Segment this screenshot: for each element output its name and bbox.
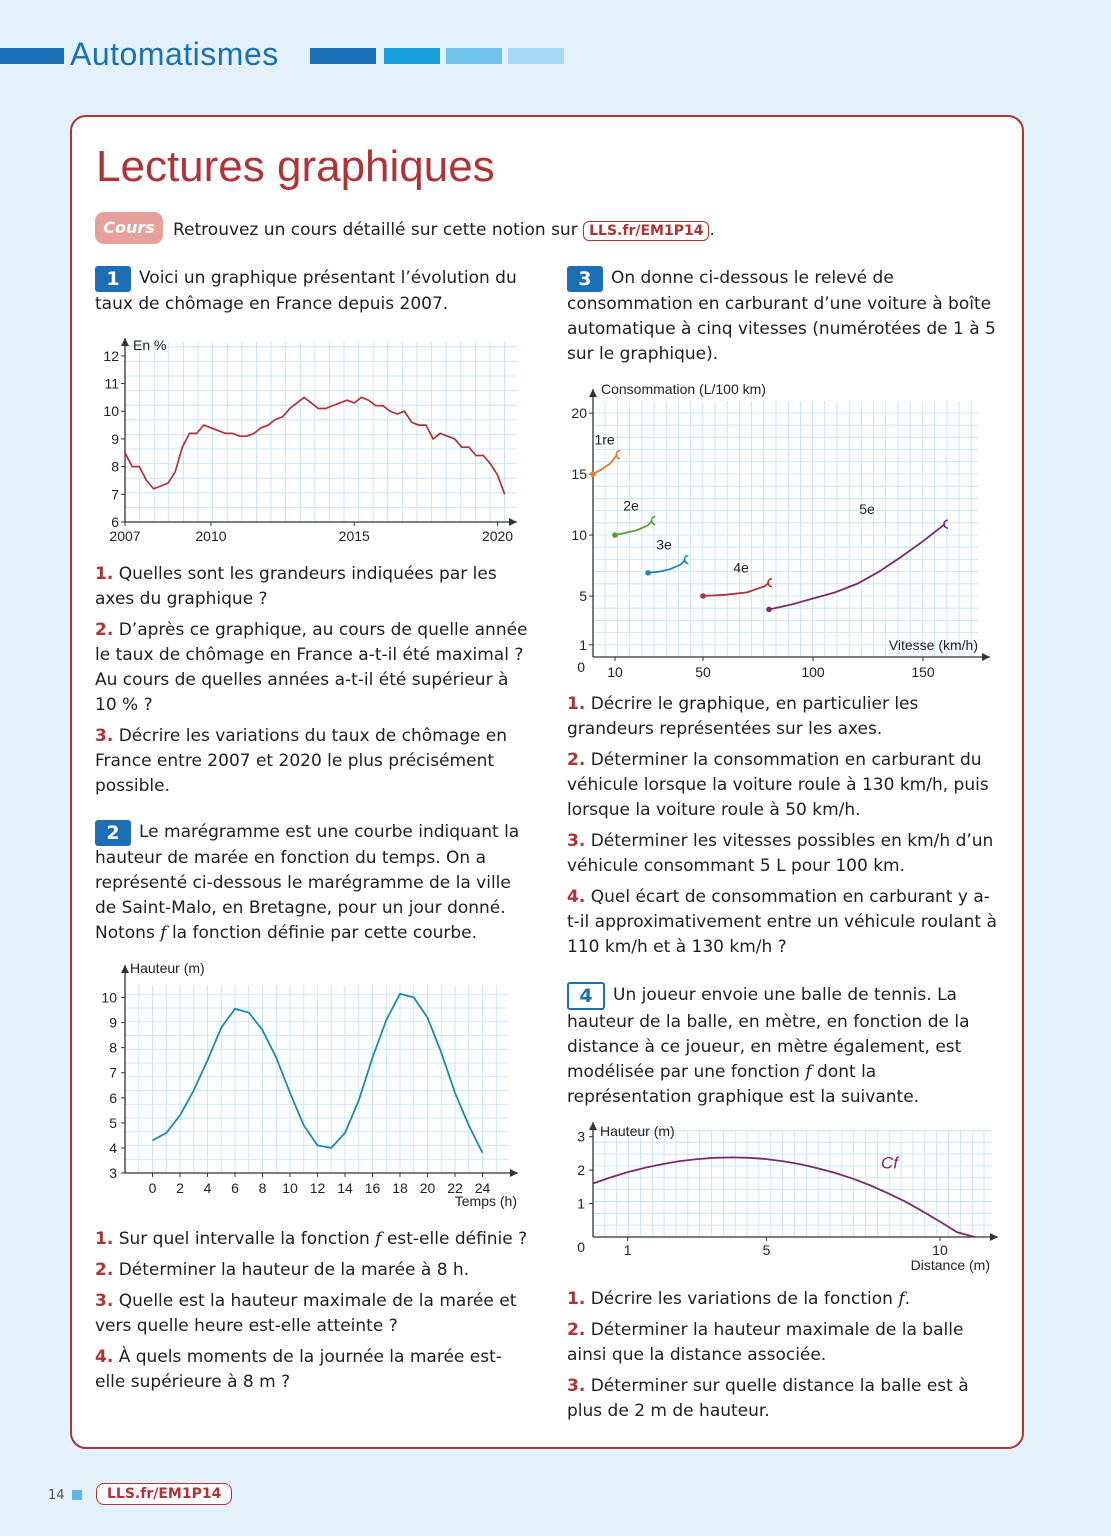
x-tick-label: 6 [231,1180,239,1196]
chart-consommation [560,375,1000,685]
footer-link[interactable]: LLS.fr/EM1P14 [96,1483,232,1505]
chart-tennis [560,1118,1000,1280]
x-tick-label: 18 [392,1180,408,1196]
exercise-3-number: 3 [567,266,603,292]
series-line-5e [769,524,945,609]
exercise-4-text-a: Un joueur envoie une balle de tennis. La hauteur de la balle, en mètre, en fonction de la distance à ce joueur, en mètre également, est modélisée par une fonction [567,985,970,1082]
question-number: 2. [95,1260,114,1280]
question-text: D’après ce graphique, au cours de quelle année le taux de chômage en France a-t-il été maximal ? Au cours de quelles années a-t-il été supérieur à 10 % ? [95,620,528,715]
question-number: 2. [95,620,114,640]
x-tick-label: 4 [203,1180,212,1196]
question-2-4 [95,1345,530,1395]
question-text: Quelles sont les grandeurs indiquées par les axes du graphique ? [95,564,497,609]
function-symbol: f [160,923,167,943]
y-tick-label: 2 [577,1162,585,1179]
y-tick-label: 4 [109,1139,117,1156]
header-bar-left [0,48,64,64]
x-axis-arrow [509,518,517,526]
exercise-4-intro [567,982,987,1110]
function-symbol: f [805,1062,812,1082]
x-tick-label: 24 [474,1180,491,1196]
y-axis-label: Hauteur (m) [600,1123,675,1139]
exercise-1-number: 1 [95,266,131,292]
function-symbol: f [375,1229,382,1249]
exercise-1-intro [95,266,530,317]
exercise-2-intro [95,820,525,946]
question-1-2 [95,618,530,718]
x-tick-label: 0 [148,1180,157,1196]
exercise-4-text-b: dont la représentation graphique est la suivante. [567,1062,920,1107]
question-text: Quelle est la hauteur maximale de la marée et vers quelle heure est-elle atteinte ? [95,1291,517,1336]
header-bar-1 [310,48,376,64]
y-tick-label: 6 [109,1089,117,1106]
series-label-5e: 5e [859,501,875,518]
origin-label: 0 [577,659,585,675]
question-number: 2. [567,750,586,770]
y-tick-label: 8 [109,1039,117,1056]
x-axis-label: Vitesse (km/h) [888,637,978,653]
series-label-1re: 1re [594,431,615,448]
y-tick-label: 3 [577,1128,585,1145]
y-tick-label: 3 [109,1165,117,1181]
question-3-1 [567,692,997,742]
x-tick-label: 150 [911,664,935,680]
y-axis-arrow [589,389,597,397]
question-2-1 [95,1227,530,1252]
question-number: 1. [95,1229,114,1249]
x-tick-label: 16 [364,1180,381,1196]
y-tick-label: 10 [103,403,119,420]
question-4-1 [567,1287,997,1312]
exercise-4-number: 4 [567,982,605,1010]
x-axis-arrow [982,653,990,661]
question-text: Sur quel intervalle la fonction [118,1229,370,1249]
question-text: Quel écart de consommation en carburant y a-t-il approximativement entre un véhicule roulant à 110 km/h et à 130 km/h ? [567,887,997,957]
series-label-2e: 2e [623,497,639,514]
curve-label: Cf [880,1153,898,1173]
series-label-4e: 4e [733,559,749,576]
y-tick-label: 7 [109,1064,117,1081]
question-4-3 [567,1374,997,1424]
cours-end: . [709,220,715,240]
cours-badge: Cours [95,212,163,244]
question-number: 1. [567,694,586,714]
y-tick-label: 8 [111,458,119,475]
question-text: . [904,1289,911,1309]
x-tick-label: 12 [309,1180,326,1196]
series-start-dot-5e [766,607,772,613]
question-number: 3. [567,831,586,851]
y-tick-label: 1 [579,636,587,653]
exercise-3-text: On donne ci-dessous le relevé de consommation en carburant d’une voiture à boîte automatique à cinq vitesses (numérotées de 1 à 5 sur le graphique). [567,268,996,364]
y-tick-label: 20 [571,405,587,422]
x-axis-label: Distance (m) [910,1257,990,1273]
cours-text: Retrouvez un cours détaillé sur cette notion sur [173,220,578,240]
x-tick-label: 22 [447,1180,463,1196]
x-tick-label: 1 [623,1242,632,1258]
question-number: 1. [567,1289,586,1309]
y-axis-label: Hauteur (m) [130,960,205,976]
question-4-2 [567,1318,997,1368]
question-2-2 [95,1258,530,1283]
exercise-4-questions [567,1287,997,1430]
series-open-end-5e [944,520,948,528]
page-title: Lectures graphiques [96,142,495,191]
question-text: Déterminer les vitesses possibles en km/h d’un véhicule consommant 5 L pour 100 km. [567,831,994,876]
series-open-end-2e [651,516,655,524]
question-text: Déterminer sur quelle distance la balle est à plus de 2 m de hauteur. [567,1376,969,1421]
y-axis-label: En % [133,337,167,353]
y-axis-arrow [121,965,129,973]
y-tick-label: 7 [111,486,119,503]
question-3-4 [567,885,997,960]
y-tick-label: 11 [104,375,119,392]
x-axis-arrow [510,1169,518,1177]
series-open-end-4e [768,579,772,587]
y-tick-label: 10 [101,989,117,1006]
question-text: Déterminer la hauteur maximale de la balle ainsi que la distance associée. [567,1320,964,1365]
cours-line [173,220,715,241]
y-axis-label: Consommation (L/100 km) [601,381,766,397]
question-3-3 [567,829,997,879]
y-tick-label: 5 [109,1114,117,1131]
question-text: Déterminer la consommation en carburant du véhicule lorsque la voiture roule à 130 km/h, puis lorsque la voiture roule à 50 km/h. [567,750,989,820]
series-start-dot-2e [612,532,618,538]
question-3-2 [567,748,997,823]
question-text: Décrire les variations de la fonction [590,1289,893,1309]
y-tick-label: 6 [111,514,119,530]
question-number: 4. [567,887,586,907]
y-tick-label: 1 [577,1195,585,1212]
series-line-4e [703,583,769,596]
x-tick-label: 10 [607,664,623,680]
exercise-2-number: 2 [95,820,131,846]
question-number: 4. [95,1347,114,1367]
x-tick-label: 2020 [481,528,514,544]
header-bar-2 [384,48,440,64]
y-tick-label: 10 [571,527,587,544]
exercise-3-questions [567,692,997,966]
chart-maree [95,955,530,1215]
series-start-dot-3e [645,570,651,576]
question-text: Décrire le graphique, en particulier les grandeurs représentées sur les axes. [567,694,919,739]
exercise-1-text: Voici un graphique présentant l’évolution du taux de chômage en France depuis 2007. [95,268,517,314]
question-text: est-elle définie ? [386,1229,528,1249]
chart-chomage [95,330,530,550]
question-1-3 [95,724,530,799]
x-axis-label: Temps (h) [454,1193,517,1209]
y-tick-label: 12 [103,347,119,364]
y-tick-label: 15 [571,466,587,483]
x-tick-label: 14 [337,1180,353,1196]
x-tick-label: 2015 [338,528,370,544]
x-tick-label: 20 [419,1180,436,1196]
question-text: À quels moments de la journée la marée est-elle supérieure à 8 m ? [95,1347,502,1392]
series-open-end-1re [616,451,620,459]
x-tick-label: 2 [176,1180,184,1196]
series-start-dot-1re [590,471,596,477]
question-number: 3. [567,1376,586,1396]
header-bar-4 [508,48,564,64]
x-tick-label: 2010 [195,528,227,544]
y-axis-arrow [121,338,129,346]
y-tick-label: 9 [109,1014,117,1031]
x-axis-arrow [990,1233,998,1241]
x-tick-label: 50 [695,664,711,680]
question-number: 2. [567,1320,586,1340]
question-text: Déterminer la hauteur de la marée à 8 h. [118,1260,470,1280]
series-start-dot-4e [700,593,706,599]
x-tick-label: 5 [762,1242,771,1258]
y-axis-arrow [589,1122,597,1130]
x-tick-label: 8 [258,1180,267,1196]
footer-square [72,1490,82,1500]
origin-label: 0 [577,1239,585,1255]
function-symbol: f [898,1289,905,1309]
question-number: 3. [95,726,114,746]
exercise-2-questions [95,1227,530,1401]
exercise-2-text-b: la fonction définie par cette courbe. [171,923,478,943]
y-tick-label: 5 [579,588,587,605]
x-tick-label: 10 [932,1242,948,1258]
question-2-3 [95,1289,530,1339]
cours-link[interactable]: LLS.fr/EM1P14 [583,221,709,241]
question-number: 3. [95,1291,114,1311]
question-text: Décrire les variations du taux de chômage en France entre 2007 et 2020 le plus précisément possible. [95,726,507,796]
series-label-3e: 3e [656,536,672,553]
exercise-2-text-a: Le marégramme est une courbe indiquant la hauteur de marée en fonction du temps. On a représenté ci-dessous le marégramme de la ville de Saint-Malo, en Bretagne, pour un jour donné. Notons [95,822,520,943]
page-number: 14 [48,1488,65,1503]
x-tick-label: 2007 [109,528,141,544]
section-title: Automatismes [70,36,279,72]
x-tick-label: 10 [282,1180,298,1196]
exercise-1-questions [95,562,530,805]
x-tick-label: 100 [801,664,825,680]
header-bar-3 [446,48,502,64]
question-1-1 [95,562,530,612]
y-tick-label: 9 [111,430,119,447]
question-number: 1. [95,564,114,584]
exercise-3-intro [567,266,997,367]
